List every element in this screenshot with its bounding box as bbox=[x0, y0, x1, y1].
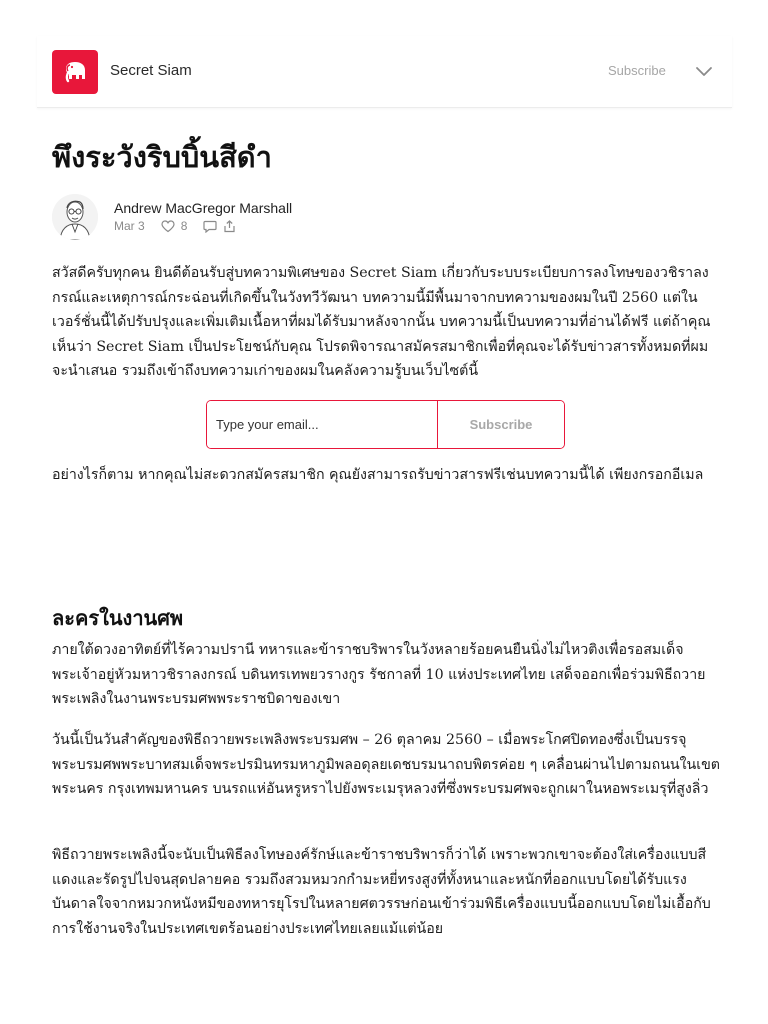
site-name[interactable]: Secret Siam bbox=[110, 62, 192, 79]
subscribe-button[interactable]: Subscribe bbox=[437, 401, 564, 448]
author-name[interactable]: Andrew MacGregor Marshall bbox=[114, 200, 293, 216]
post-meta bbox=[114, 219, 236, 233]
avatar[interactable] bbox=[52, 194, 98, 240]
site-header bbox=[37, 36, 732, 108]
body-paragraph: วันนี้เป็นวันสำคัญของพิธีถวายพระเพลิงพระบรมศพ – 26 ตุลาคม 2560 – เมื่อพระโกศปิดทองซึ่งเป็นบรรจุพระบรมศพพระบาทสมเด็จพระปรมินทรมหาภูมิพลอดุลยเดชบรมนาถบพิตรค่อย ๆ เคลื่อนผ่านไปตามถนนในเขตพระนคร กรุงเทพมหานคร บนรถแห่อันหรูหราไปยังพระเมรุหลวงที่ซึ่งพระบรมศพจะถูกเผาในหอพระเมรุที่สูงลิ่ว bbox=[52, 732, 720, 798]
elephant-icon[interactable] bbox=[52, 50, 98, 94]
heart-icon[interactable] bbox=[161, 220, 175, 233]
comment-icon[interactable] bbox=[203, 220, 217, 233]
header-subscribe-link[interactable]: Subscribe bbox=[608, 63, 666, 78]
after-form-paragraph: อย่างไรก็ตาม หากคุณไม่สะดวกสมัครสมาชิก คุณยังสามารถรับข่าวสารฟรีเช่นบทความนี้ได้ เพียงกรอกอีเมล bbox=[52, 467, 704, 483]
post-date: Mar 3 bbox=[114, 219, 145, 233]
intro-paragraph: สวัสดีครับทุกคน ยินดีต้อนรับสู่บทความพิเศษของ Secret Siam เกี่ยวกับระบบระเบียบการลงโทษของวชิราลงกรณ์และเหตุการณ์กระฉ่อนที่เกิดขึ้นในวังทวีวัฒนา บทความนี้มีพื้นมาจากบทความของผมในปี 2560 แต่ในเวอร์ชั่นนี้ได้ปรับปรุงและเพิ่มเติมเนื้อหาที่ผมได้รับมาหลังจากนั้น บทความนี้เป็นบทความที่อ่านได้ฟรี แต่ถ้าคุณเห็นว่า Secret Siam เป็นประโยชน์กับคุณ โปรดพิจารณาสมัครสมาชิกเพื่อที่คุณจะได้รับข่าวสารทั้งหมดที่ผมจะนำเสนอ รวมถึงเข้าถึงบทความเก่าของผมในคลังความรู้บนเว็บไซต์นี้ bbox=[52, 265, 711, 380]
section-heading: ละครในงานศพ bbox=[52, 606, 184, 630]
page-title: พึงระวังริบบิ้นสีดำ bbox=[52, 140, 272, 174]
subscribe-form bbox=[206, 400, 565, 449]
email-field[interactable] bbox=[207, 401, 437, 448]
share-icon[interactable] bbox=[223, 220, 236, 233]
like-count: 8 bbox=[180, 219, 188, 233]
body-paragraph: พิธีถวายพระเพลิงนี้จะนับเป็นพิธีลงโทษองค์รักษ์และข้าราชบริพารก็ว่าได้ เพราะพวกเขาจะต้องใส่เครื่องแบบสีแดงและรัดรูปไปจนสุดปลายคอ รวมถึงสวมหมวกกำมะหยี่ทรงสูงที่ทั้งหนาและหนักที่ออกแบบโดยได้รับแรงบันดาลใจจากหมวกหนังหมีของทหารยุโรปในหลายศตวรรษก่อนเข้าร่วมพิธีเครื่องแบบนี้ออกแบบโดยไม่เอื้อกับการใช้งานจริงในประเทศเขตร้อนอย่างประเทศไทยเลยแม้แต่น้อย bbox=[52, 847, 711, 937]
body-paragraph: ภายใต้ดวงอาทิตย์ที่ไร้ความปรานี ทหารและข้าราชบริพารในวังหลายร้อยคนยืนนิ่งไม่ไหวติงเพื่อรอสมเด็จพระเจ้าอยู่หัวมหาวชิราลงกรณ์ บดินทรเทพยวรางกูร รัชกาลที่ 10 แห่งประเทศไทย เสด็จออกเพื่อร่วมพิธีถวายพระเพลิงในงานพระบรมศพพระราชบิดาของเขา bbox=[52, 642, 706, 708]
chevron-down-icon[interactable] bbox=[695, 64, 713, 78]
